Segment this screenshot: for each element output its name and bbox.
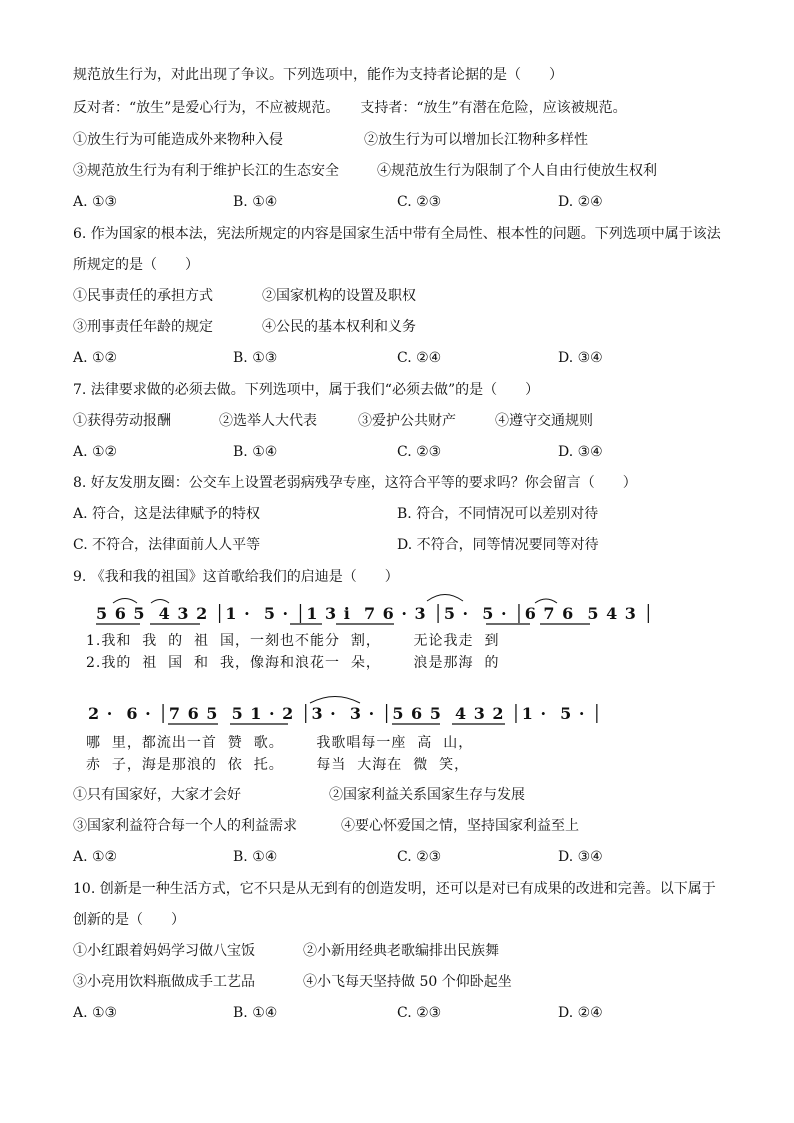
q9-item-1: ①只有国家好，大家才会好: [73, 787, 241, 803]
q9-item-3: ③国家利益符合每一个人的利益需求: [73, 818, 297, 834]
q10-item-2: ②小新用经典老歌编排出民族舞: [303, 943, 499, 959]
q8-option-b: B. 符合，不同情况可以差别对待: [397, 506, 599, 522]
q10-item-4: ④小飞每天坚持做 50 个仰卧起坐: [303, 974, 512, 990]
q8-stem: 8. 好友发朋友圈：公交车上设置老弱病残孕专座，这符合平等的要求吗？你会留言（ ）: [73, 475, 637, 491]
tie-mark: [427, 595, 463, 602]
score-row1-lyrics-verse1: 1.我和 我 的 祖 国，一刻也不能分 割， 无论我走 到: [86, 633, 500, 649]
q5-debate: 反对者：“放生”是爱心行为，不应被规范。 支持者：“放生”有潜在危险，应该被规范。: [73, 100, 627, 116]
score-row2-lyrics-verse1: 哪 里，都流出一首 赞 歌。 我歌唱每一座 高 山，: [86, 735, 474, 751]
q7-stem: 7. 法律要求做的必须去做。下列选项中，属于我们“必须去做”的是（ ）: [73, 382, 540, 398]
q6-option-d: D. ③④: [558, 350, 603, 366]
q7-item-4: ④遵守交通规则: [495, 413, 593, 429]
q6-option-b: B. ①③: [233, 350, 278, 366]
q6-item-4: ④公民的基本权利和义务: [262, 319, 416, 335]
q7-item-3: ③爱护公共财产: [358, 413, 456, 429]
score-row1-notes: 5 6 5 4 3 2 │1 · 5 · │1 3 i 7 6 · 3 │5 · 5 · │6 7 6 5 4 3 │: [96, 604, 655, 623]
q6-option-a: A. ①②: [73, 350, 118, 366]
q10-option-c: C. ②③: [397, 1005, 442, 1021]
tie-mark: [151, 600, 169, 604]
q9-option-c: C. ②③: [397, 849, 442, 865]
q9-option-d: D. ③④: [558, 849, 603, 865]
q7-option-c: C. ②③: [397, 444, 442, 460]
score-row2-notes: 2 · 6 · │7 6 5 5 1 · 2 │3 · 3 · │5 6 5 4 3 2 │1 · 5 · │: [88, 704, 603, 723]
q6-item-3: ③刑事责任年龄的规定: [73, 319, 213, 335]
q5-option-d: D. ②④: [558, 194, 603, 210]
q5-option-b: B. ①④: [233, 194, 278, 210]
q10-item-1: ①小红跟着妈妈学习做八宝饭: [73, 943, 255, 959]
q7-option-d: D. ③④: [558, 444, 603, 460]
q9-option-b: B. ①④: [233, 849, 278, 865]
q8-option-d: D. 不符合，同等情况要同等对待: [397, 537, 599, 553]
q5-item-1: ①放生行为可能造成外来物种入侵: [73, 132, 283, 148]
q5-stem: 规范放生行为，对此出现了争议。下列选项中，能作为支持者论据的是（ ）: [73, 67, 563, 83]
q10-option-d: D. ②④: [558, 1005, 603, 1021]
q9-item-4: ④要心怀爱国之情，坚持国家利益至上: [341, 818, 579, 834]
q5-option-c: C. ②③: [397, 194, 442, 210]
q10-stem-line1: 10. 创新是一种生活方式，它不只是从无到有的创造发明，还可以是对已有成果的改进和完善。以下属于: [73, 881, 716, 897]
q6-stem-line2: 所规定的是（ ）: [73, 257, 199, 273]
q8-option-a: A. 符合，这是法律赋予的特权: [73, 506, 261, 522]
q7-option-a: A. ①②: [73, 444, 118, 460]
q9-option-a: A. ①②: [73, 849, 118, 865]
q9-stem: 9. 《我和我的祖国》这首歌给我们的启迪是（ ）: [73, 569, 399, 585]
q10-option-b: B. ①④: [233, 1005, 278, 1021]
tie-mark: [535, 599, 557, 603]
q10-stem-line2: 创新的是（ ）: [73, 912, 185, 928]
q10-option-a: A. ①③: [73, 1005, 118, 1021]
q5-item-3: ③规范放生行为有利于维护长江的生态安全: [73, 163, 339, 179]
q6-item-1: ①民事责任的承担方式: [73, 288, 213, 304]
score-row1-lyrics-verse2: 2.我的 祖 国 和 我，像海和浪花一 朵， 浪是那海 的: [86, 655, 500, 671]
score-row2-lyrics-verse2: 赤 子，海是那浪的 依 托。 每当 大海在 微 笑，: [86, 757, 470, 773]
tie-mark: [113, 599, 137, 604]
q9-item-2: ②国家利益关系国家生存与发展: [329, 787, 525, 803]
q6-option-c: C. ②④: [397, 350, 442, 366]
q5-option-a: A. ①③: [73, 194, 118, 210]
q7-item-2: ②选举人大代表: [219, 413, 317, 429]
q5-item-4: ④规范放生行为限制了个人自由行使放生权利: [377, 163, 657, 179]
q5-item-2: ②放生行为可以增加长江物种多样性: [364, 132, 588, 148]
q6-item-2: ②国家机构的设置及职权: [262, 288, 416, 304]
q8-option-c: C. 不符合，法律面前人人平等: [73, 537, 261, 553]
q7-item-1: ①获得劳动报酬: [73, 413, 171, 429]
q10-item-3: ③小亮用饮料瓶做成手工艺品: [73, 974, 255, 990]
q7-option-b: B. ①④: [233, 444, 278, 460]
q6-stem-line1: 6. 作为国家的根本法，宪法所规定的内容是国家生活中带有全局性、根本性的问题。下列选项中属于该法: [73, 226, 721, 242]
tie-mark: [310, 697, 360, 704]
